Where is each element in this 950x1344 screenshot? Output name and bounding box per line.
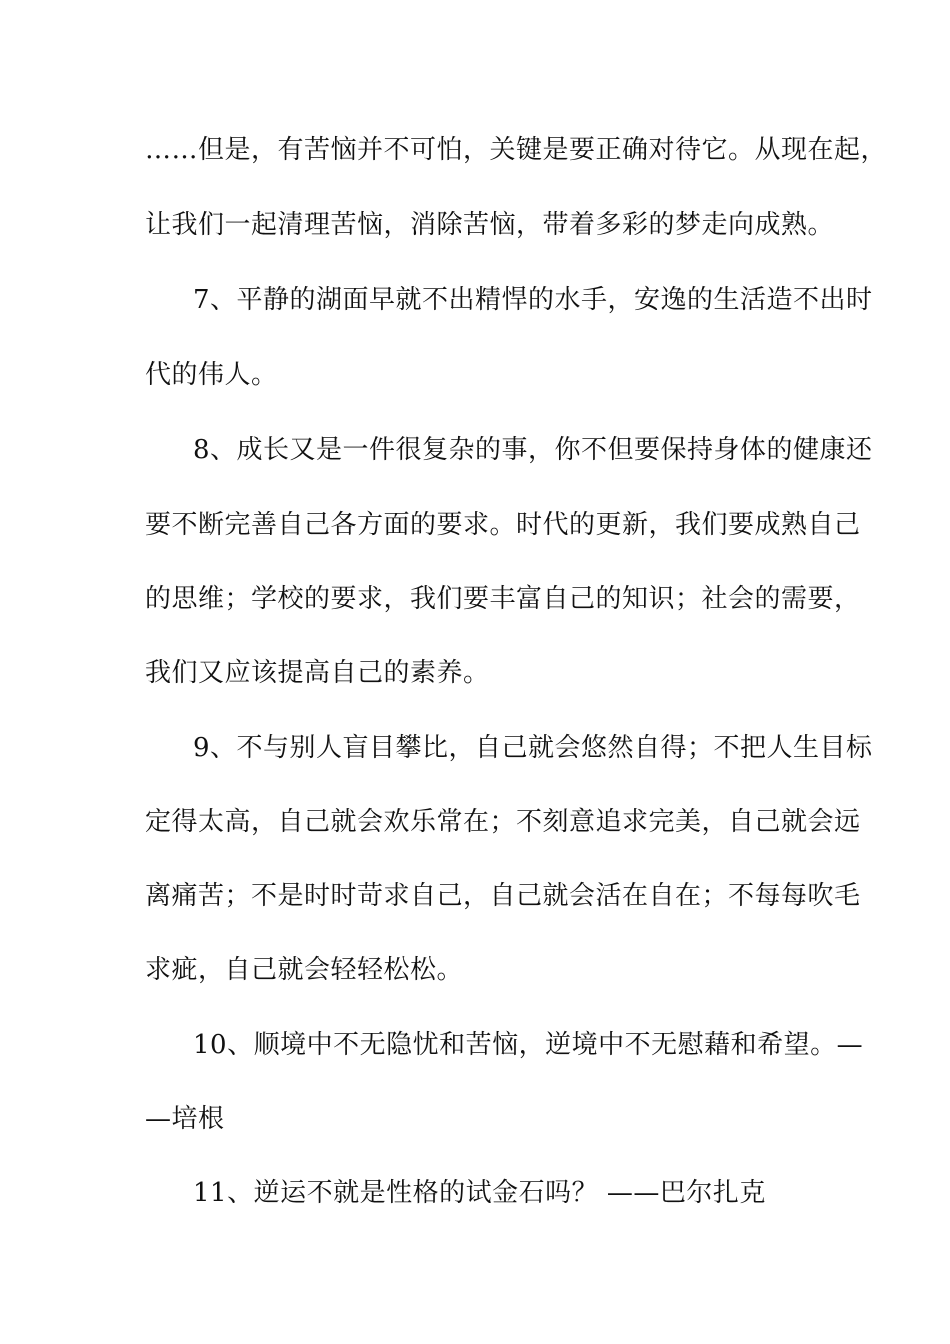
paragraph-7-line: 代的伟人。	[145, 360, 278, 390]
paragraph-9-line: 9、不与别人盲目攀比，自己就会悠然自得；不把人生目标	[193, 733, 873, 763]
text-line: ……但是，有苦恼并不可怕，关键是要正确对待它。从现在起，	[145, 135, 888, 165]
paragraph-8-line: 8、成长又是一件很复杂的事，你不但要保持身体的健康还	[193, 435, 873, 465]
paragraph-9-line: 定得太高，自己就会欢乐常在；不刻意追求完美，自己就会远	[145, 807, 861, 837]
paragraph-8-line: 我们又应该提高自己的素养。	[145, 658, 490, 688]
paragraph-10-line: —培根	[145, 1104, 225, 1134]
paragraph-11-line: 11、逆运不就是性格的试金石吗？ ——巴尔扎克	[193, 1178, 766, 1208]
paragraph-9-line: 离痛苦；不是时时苛求自己，自己就会活在自在；不每每吹毛	[145, 881, 861, 911]
paragraph-8-line: 要不断完善自己各方面的要求。时代的更新，我们要成熟自己	[145, 510, 861, 540]
paragraph-9-line: 求疵，自己就会轻轻松松。	[145, 955, 464, 985]
paragraph-8-line: 的思维；学校的要求，我们要丰富自己的知识；社会的需要，	[145, 584, 861, 614]
paragraph-10-line: 10、顺境中不无隐忧和苦恼，逆境中不无慰藉和希望。—	[193, 1030, 864, 1060]
text-line: 让我们一起清理苦恼，消除苦恼，带着多彩的梦走向成熟。	[145, 210, 835, 240]
paragraph-7-line: 7、平静的湖面早就不出精悍的水手，安逸的生活造不出时	[193, 285, 873, 315]
